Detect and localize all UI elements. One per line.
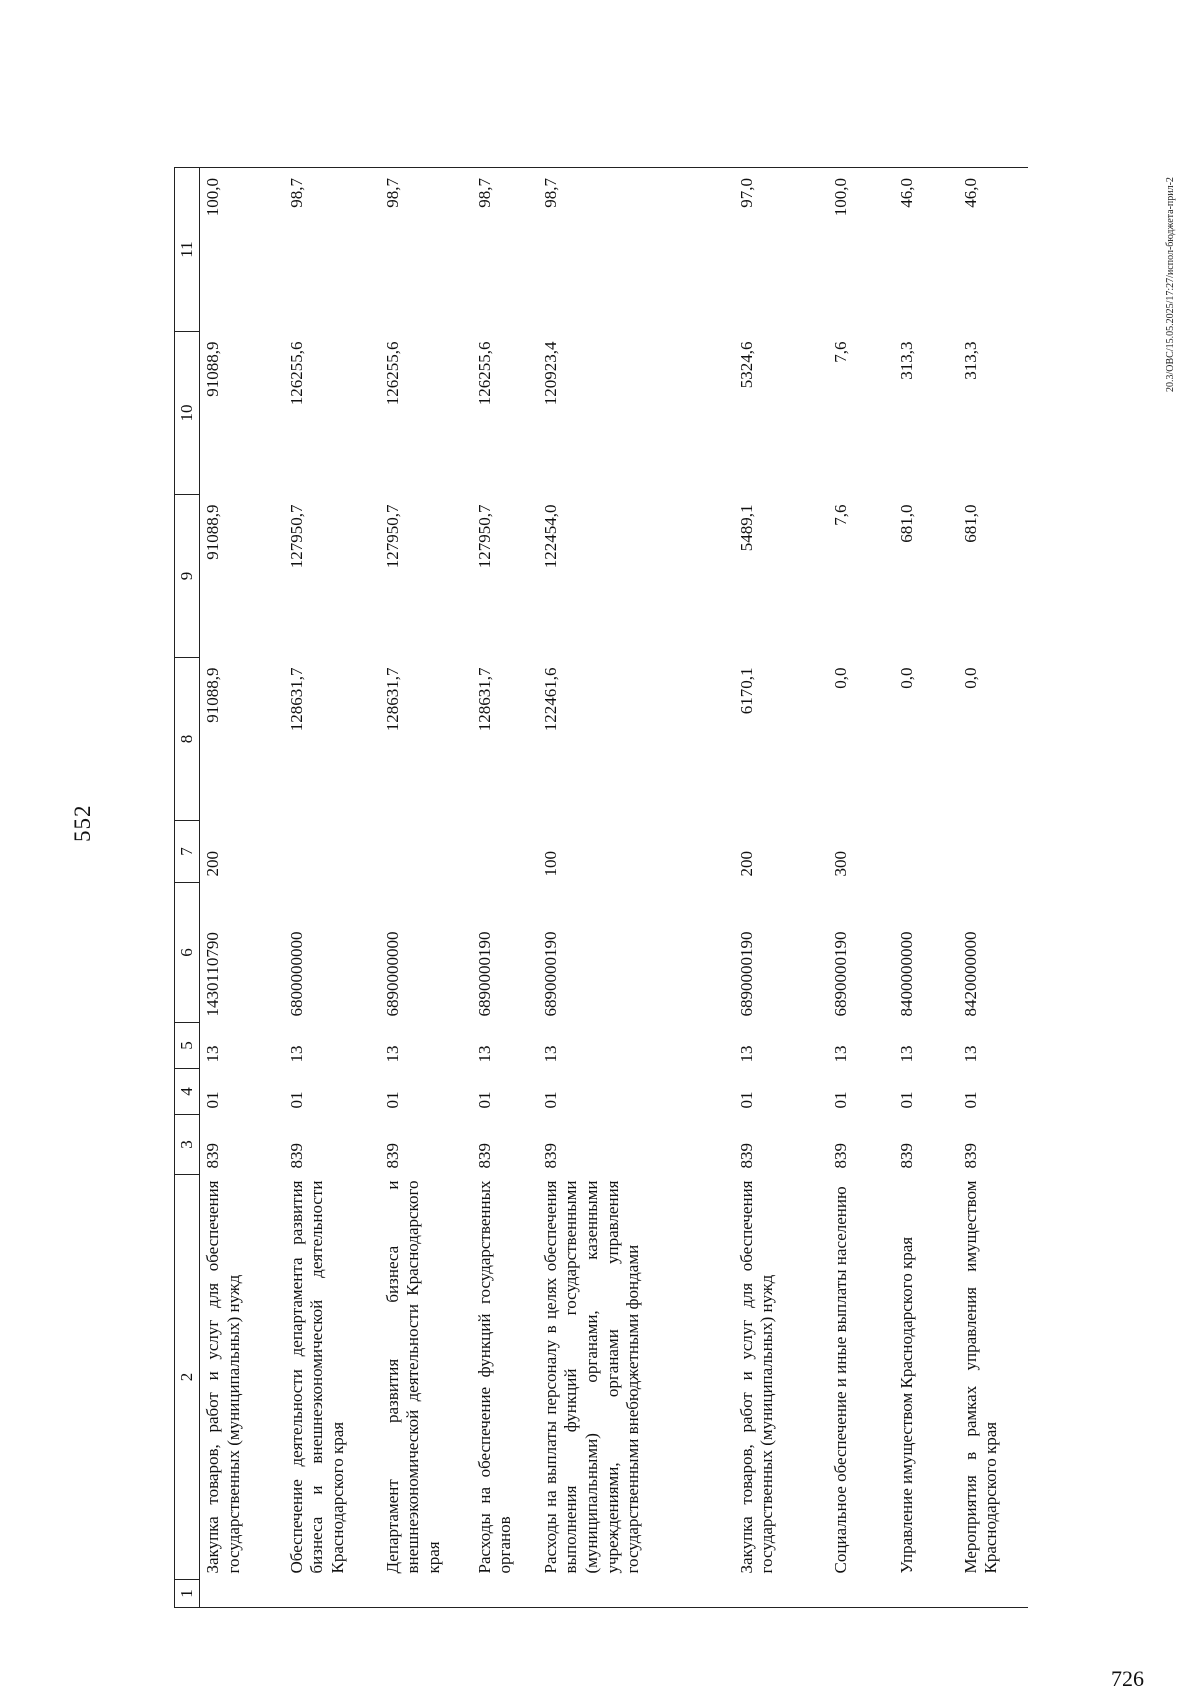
row-value-cell-c4: 01 <box>382 1091 402 1109</box>
row-value-cell-c10: 126255,6 <box>474 341 494 406</box>
row-value-cell-c5: 13 <box>286 1045 306 1063</box>
row-value-cell-c7 <box>284 821 380 883</box>
row-value-cell-c8: 122461,6 <box>540 667 560 732</box>
row-value-cell-c8: 128631,7 <box>382 667 402 732</box>
row-value-cell-c11: 97,0 <box>734 168 828 332</box>
row-value-cell-c7 <box>380 821 472 883</box>
row-name-cell: Мероприятия в рамках управления имуществом Краснодарского края <box>960 1180 1001 1574</box>
row-value-cell-c11: 98,7 <box>472 168 538 332</box>
row-value-cell-c7: 200 <box>203 851 222 877</box>
row-value-cell-c4: 01 <box>736 1091 756 1109</box>
row-value-cell-c6: 6800000000 <box>286 931 306 1017</box>
row-value-cell-c7: 200 <box>736 851 756 877</box>
row-value-cell-c4: 01 <box>896 1091 916 1109</box>
row-index-cell <box>538 1580 734 1608</box>
column-header: 5 <box>175 1023 200 1069</box>
row-name-cell: Социальное обеспечение и иные выплаты населению <box>830 1186 850 1574</box>
budget-table <box>174 167 1028 1608</box>
row-name-cell: Расходы на выплаты персоналу в целях обеспечения выполнения функций государственными (муниципальными) органами, казенными учреждениями, органами управления государственными внебюджетными фондами <box>540 1180 643 1574</box>
row-value-cell-c8: 0,0 <box>896 667 916 689</box>
column-header: 11 <box>175 168 200 332</box>
row-value-cell-c5: 13 <box>960 1045 980 1063</box>
row-value-cell-c10: 313,3 <box>960 341 980 380</box>
row-value-cell-c9: 127950,7 <box>474 504 494 569</box>
document-code: 20.3/ОВС/15.05.2025/17:27/испол-бюджета-прил-2 <box>1165 177 1176 392</box>
row-value-cell-c6: 6890000190 <box>474 931 494 1017</box>
row-value-cell-c5: 13 <box>474 1045 494 1063</box>
row-value-cell-c9: 5489,1 <box>736 504 756 552</box>
row-value-cell-c4: 01 <box>286 1091 306 1109</box>
row-value-cell-c3: 839 <box>474 1143 494 1169</box>
row-value-cell-c5: 13 <box>830 1045 850 1063</box>
row-value-cell-c6: 8400000000 <box>896 931 916 1017</box>
row-value-cell-c3: 839 <box>896 1143 916 1169</box>
row-value-cell-c6: 1430110790 <box>203 932 222 1017</box>
column-header: 9 <box>175 495 200 658</box>
row-value-cell-c8: 128631,7 <box>286 667 306 732</box>
row-value-cell-c6: 6890000190 <box>830 931 850 1017</box>
table-row <box>284 168 380 1608</box>
column-header: 1 <box>175 1580 200 1608</box>
row-value-cell-c9: 122454,0 <box>540 504 560 569</box>
row-value-cell-c10: 120923,4 <box>540 341 560 406</box>
sheet-number: 726 <box>1111 1666 1144 1691</box>
row-value-cell-c8: 128631,7 <box>474 667 494 732</box>
row-value-cell-c10: 7,6 <box>830 341 850 363</box>
row-value-cell-c4: 01 <box>830 1091 850 1109</box>
row-value-cell-c11: 100,0 <box>200 168 284 332</box>
row-value-cell-c9: 681,0 <box>960 504 980 543</box>
row-value-cell-c11: 100,0 <box>828 168 894 332</box>
row-index-cell <box>472 1580 538 1608</box>
row-value-cell-c11: 98,7 <box>284 168 380 332</box>
row-value-cell-c7 <box>958 821 1028 883</box>
row-value-cell-c3: 839 <box>540 1143 560 1169</box>
row-value-cell-c10: 5324,6 <box>736 341 756 389</box>
row-index-cell <box>380 1580 472 1608</box>
column-header: 8 <box>175 658 200 821</box>
row-index-cell <box>958 1580 1028 1608</box>
row-index-cell <box>200 1580 284 1608</box>
row-value-cell-c3: 839 <box>830 1143 850 1169</box>
table-row <box>472 168 538 1608</box>
table-row <box>828 168 894 1608</box>
row-index-cell <box>734 1580 828 1608</box>
row-value-cell-c9: 127950,7 <box>382 504 402 569</box>
row-value-cell-c10: 313,3 <box>896 341 916 380</box>
column-header: 2 <box>175 1175 200 1580</box>
row-value-cell-c6: 6890000000 <box>382 931 402 1017</box>
row-value-cell-c7: 100 <box>540 851 560 877</box>
row-name-cell: Управление имуществом Краснодарского края <box>896 1236 916 1574</box>
budget-table-container <box>174 168 1200 1608</box>
header-row <box>175 168 200 1608</box>
row-value-cell-c8: 0,0 <box>830 667 850 689</box>
table-row <box>538 168 734 1608</box>
row-value-cell-c5: 13 <box>203 1045 222 1063</box>
column-header: 6 <box>175 883 200 1023</box>
row-name-cell: Обеспечение деятельности департамента развития бизнеса и внешнеэкономической деятельности Краснодарского края <box>286 1180 347 1574</box>
row-value-cell-c10: 126255,6 <box>286 341 306 406</box>
row-value-cell-c11: 46,0 <box>894 168 958 332</box>
column-header: 7 <box>175 821 200 883</box>
table-row <box>380 168 472 1608</box>
row-name-cell: Департамент развития бизнеса и внешнеэкономической деятельности Краснодарского края <box>382 1180 443 1574</box>
row-value-cell-c5: 13 <box>540 1045 560 1063</box>
row-value-cell-c8: 6170,1 <box>736 667 756 715</box>
row-value-cell-c5: 13 <box>896 1045 916 1063</box>
row-value-cell-c4: 01 <box>960 1091 980 1109</box>
row-value-cell-c9: 91088,9 <box>203 504 222 560</box>
row-value-cell-c3: 839 <box>960 1143 980 1169</box>
row-value-cell-c9: 7,6 <box>830 504 850 526</box>
page-number: 552 <box>70 804 95 842</box>
row-value-cell-c11: 46,0 <box>958 168 1028 332</box>
row-value-cell-c6: 8420000000 <box>960 931 980 1017</box>
table-row <box>200 168 284 1608</box>
row-value-cell-c11: 98,7 <box>380 168 472 332</box>
row-name-cell: Расходы на обеспечение функций государственных органов <box>474 1180 515 1574</box>
row-value-cell-c4: 01 <box>203 1091 222 1109</box>
row-value-cell-c7: 300 <box>830 851 850 877</box>
row-value-cell-c10: 91088,9 <box>203 341 222 397</box>
row-value-cell-c7 <box>472 821 538 883</box>
column-header: 4 <box>175 1069 200 1115</box>
row-value-cell-c3: 839 <box>736 1143 756 1169</box>
row-value-cell-c4: 01 <box>540 1091 560 1109</box>
column-header: 3 <box>175 1115 200 1175</box>
row-value-cell-c8: 0,0 <box>960 667 980 689</box>
row-index-cell <box>284 1580 380 1608</box>
column-header: 10 <box>175 332 200 495</box>
row-name-cell: Закупка товаров, работ и услуг для обеспечения государственных (муниципальных) нужд <box>203 1180 243 1574</box>
row-value-cell-c3: 839 <box>382 1143 402 1169</box>
row-value-cell-c3: 839 <box>286 1143 306 1169</box>
row-value-cell-c6: 6890000190 <box>540 931 560 1017</box>
table-row <box>734 168 828 1608</box>
row-value-cell-c11: 98,7 <box>538 168 734 332</box>
row-index-cell <box>828 1580 894 1608</box>
row-value-cell-c9: 127950,7 <box>286 504 306 569</box>
row-value-cell-c5: 13 <box>736 1045 756 1063</box>
table-row <box>958 168 1028 1608</box>
row-value-cell-c5: 13 <box>382 1045 402 1063</box>
row-value-cell-c10: 126255,6 <box>382 341 402 406</box>
row-value-cell-c4: 01 <box>474 1091 494 1109</box>
table-row <box>894 168 958 1608</box>
row-value-cell-c7 <box>894 821 958 883</box>
row-name-cell: Закупка товаров, работ и услуг для обеспечения государственных (муниципальных) нужд <box>736 1180 777 1574</box>
row-value-cell-c8: 91088,9 <box>203 667 222 723</box>
row-index-cell <box>894 1580 958 1608</box>
row-value-cell-c9: 681,0 <box>896 504 916 543</box>
row-value-cell-c3: 839 <box>203 1143 222 1169</box>
row-value-cell-c6: 6890000190 <box>736 931 756 1017</box>
